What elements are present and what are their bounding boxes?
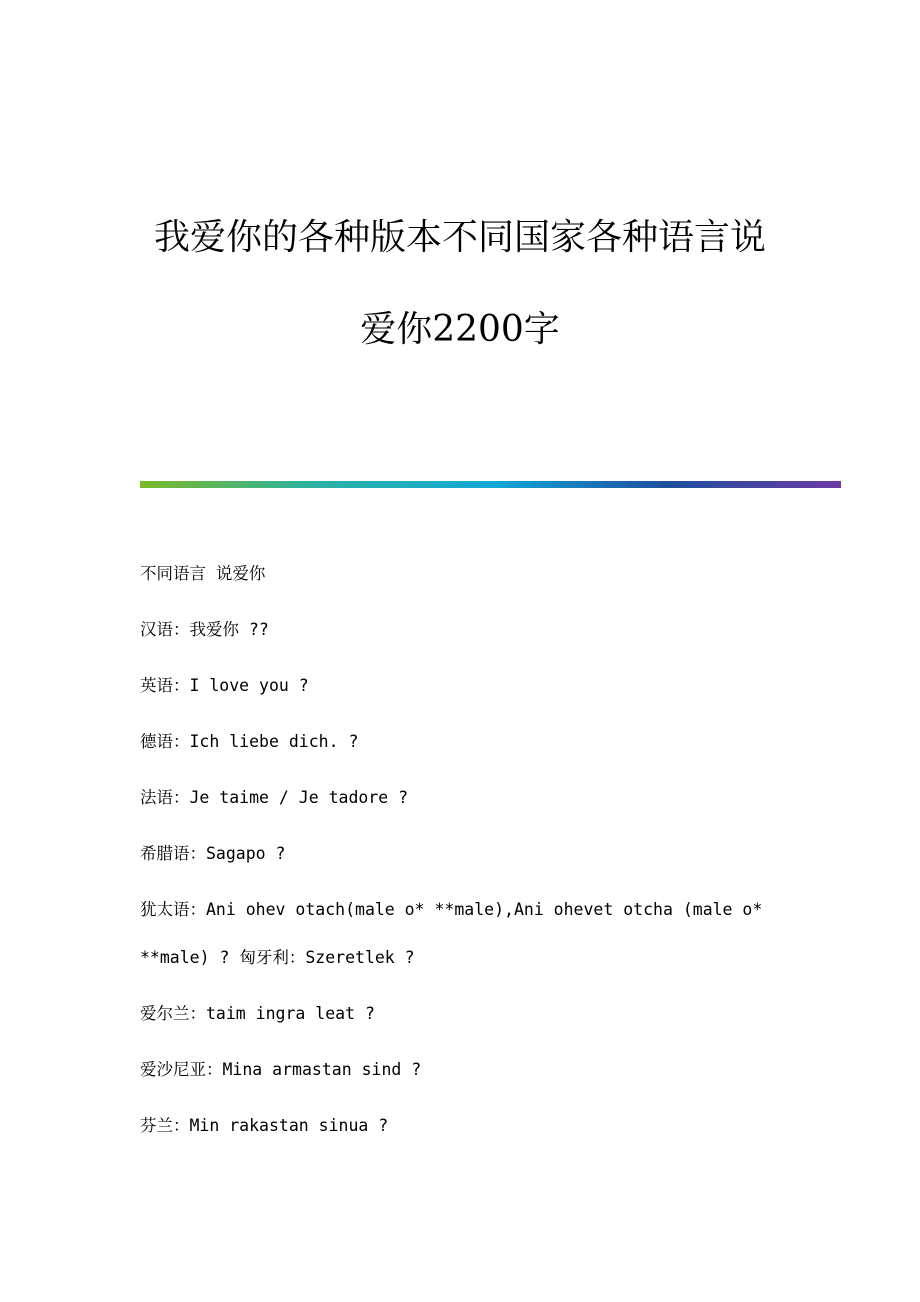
paragraph-line: **male) ? 匈牙利：Szeretlek ? (140, 948, 415, 967)
paragraph: 不同语言 说爱你 (140, 564, 266, 583)
paragraph: 爱沙尼亚：Mina armastan sind ? (140, 1060, 422, 1079)
title-line-1: 我爱你的各种版本不同国家各种语言说 (153, 217, 766, 258)
paragraph-line: 犹太语：Ani ohev otach(male o* **male),Ani ohevet otcha (male o* (140, 900, 763, 919)
paragraph: 法语：Je taime / Je tadore ? (140, 788, 409, 807)
paragraph: 希腊语：Sagapo ? (140, 844, 286, 863)
document-body (140, 562, 780, 1170)
paragraph: 英语：I love you ? (140, 676, 309, 695)
title-line-2: 爱你2200字 (360, 309, 560, 350)
paragraph: 汉语：我爱你 ?? (140, 620, 269, 639)
paragraph: 芬兰：Min rakastan sinua ? (140, 1116, 389, 1135)
document-title (0, 214, 920, 354)
paragraph: 德语：Ich liebe dich. ? (140, 732, 359, 751)
paragraph: 爱尔兰：taim ingra leat ? (140, 1004, 375, 1023)
gradient-divider (140, 481, 841, 488)
paragraph-wrapped (140, 886, 780, 982)
